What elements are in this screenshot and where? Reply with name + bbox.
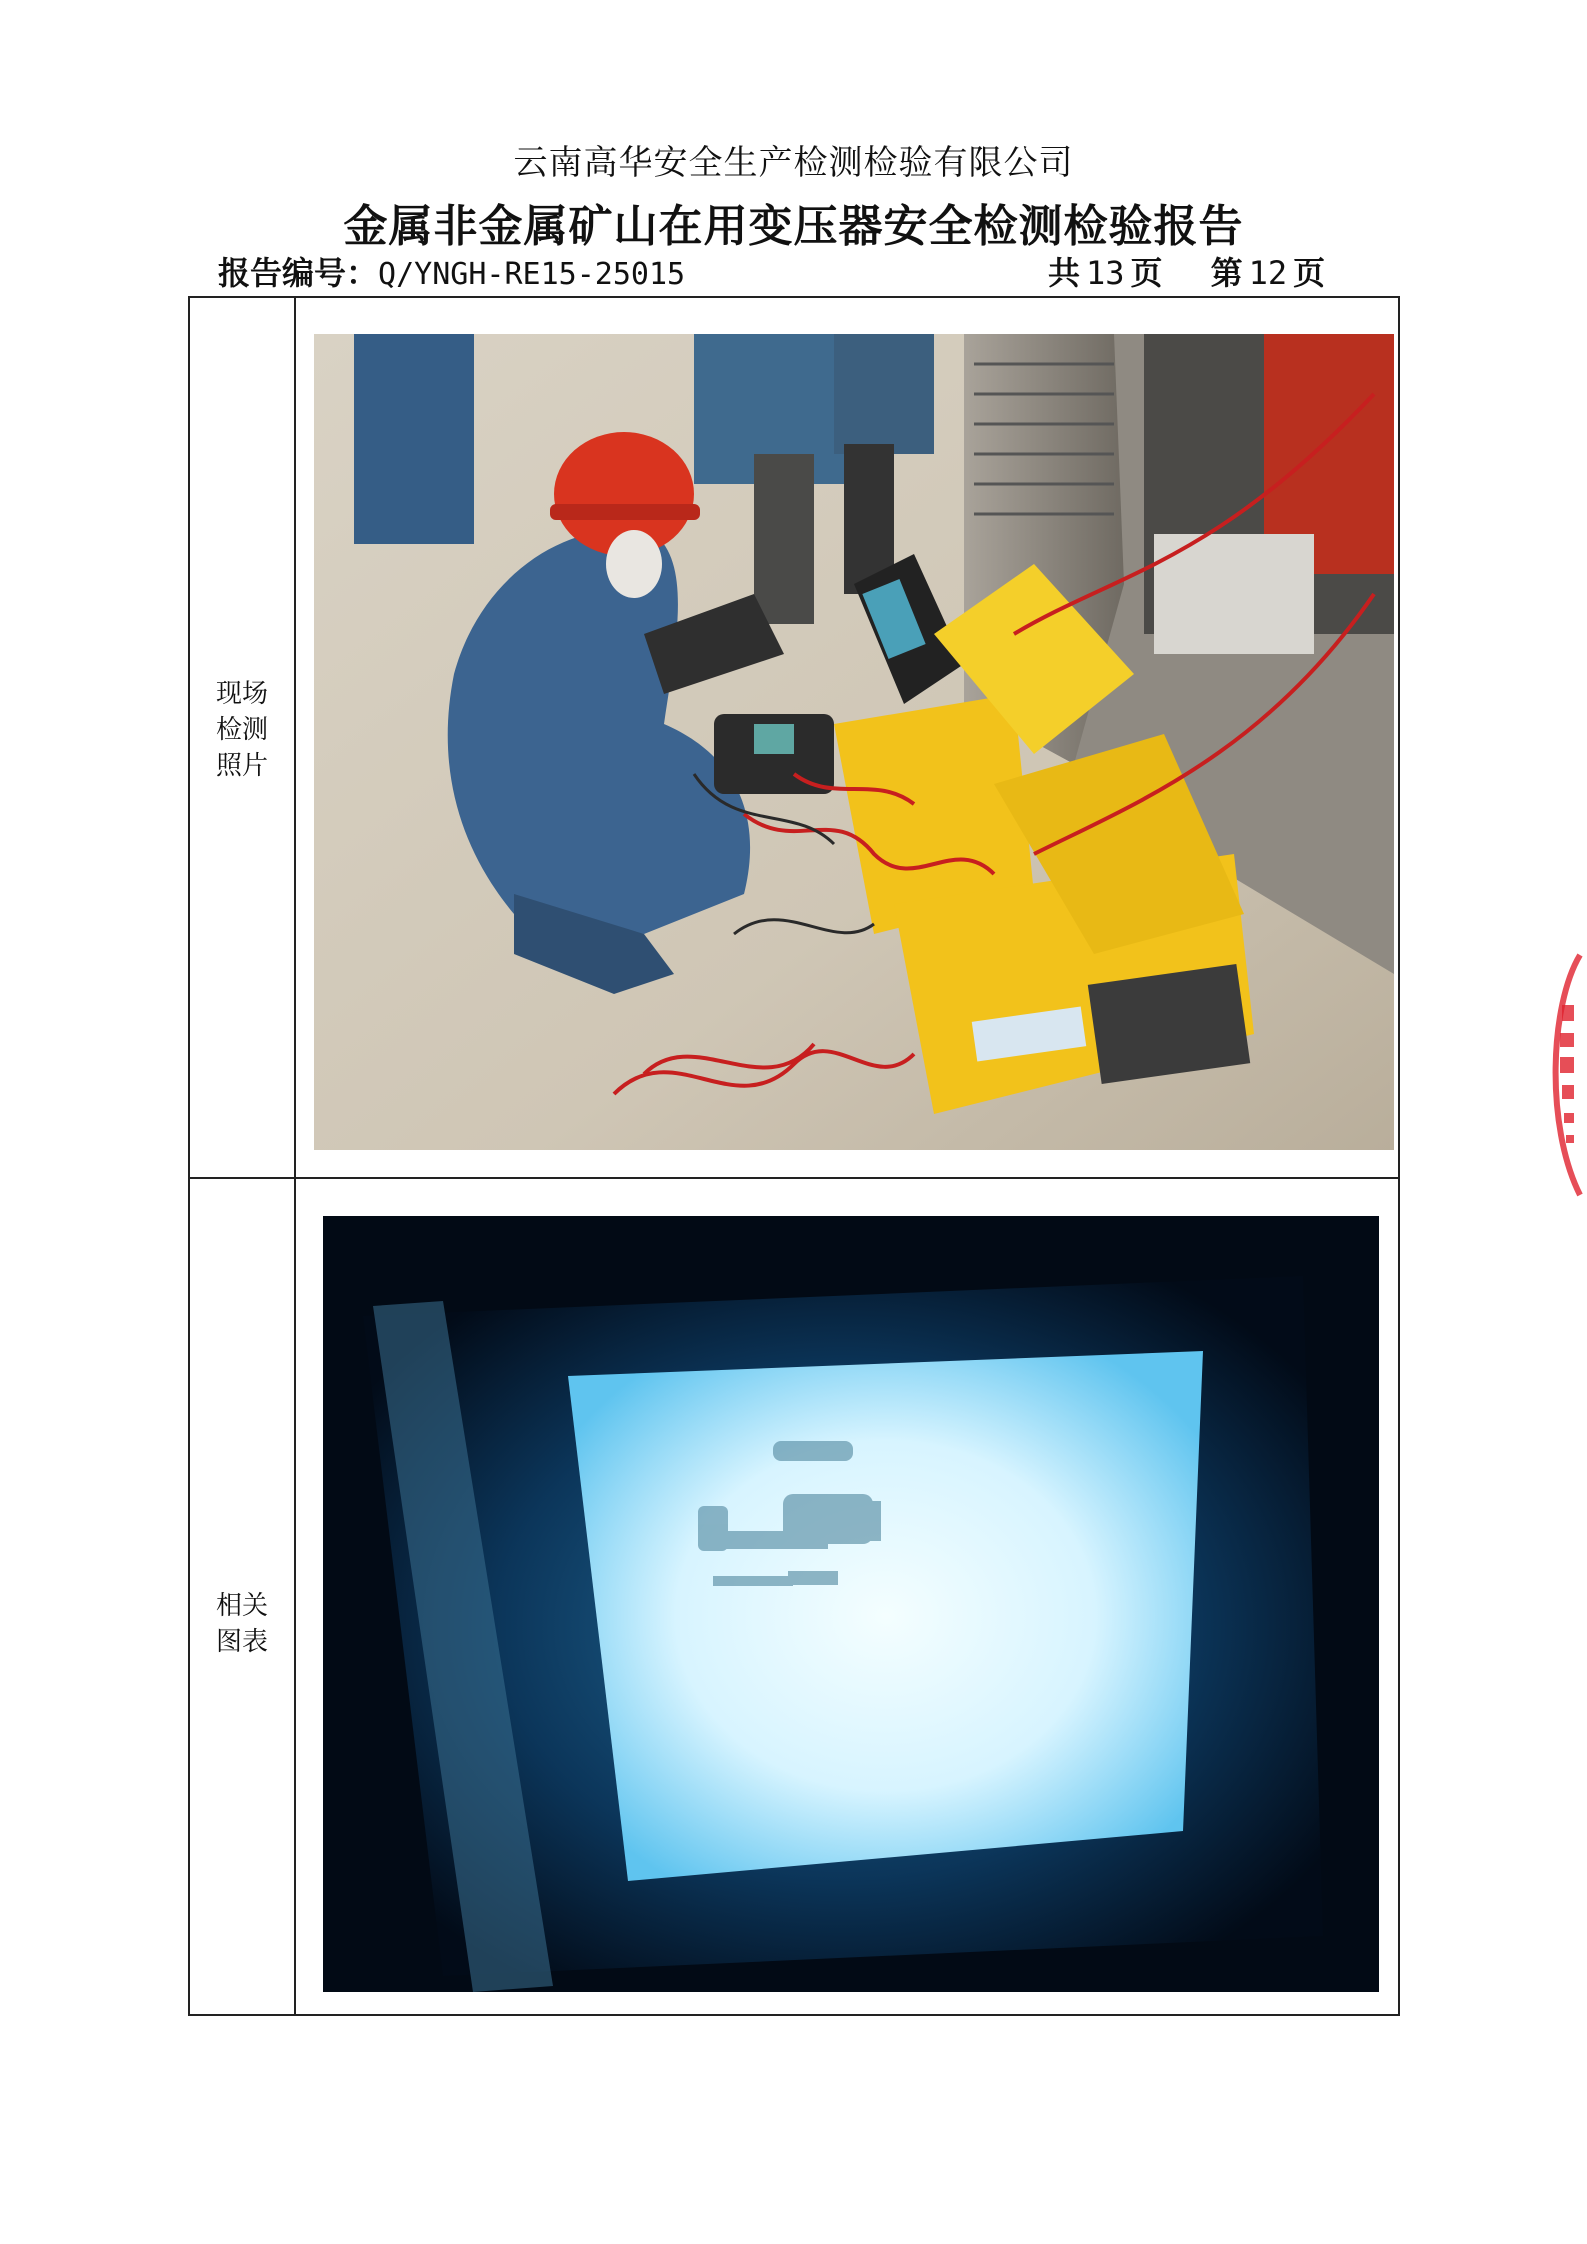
report-number: Q/YNGH-RE15-25015 — [378, 257, 686, 292]
panel-photo-illustration — [323, 1216, 1379, 1992]
site-inspection-photo — [314, 334, 1394, 1150]
related-chart-photo — [323, 1216, 1379, 1992]
column-divider — [294, 298, 296, 2014]
report-title: 金属非金属矿山在用变压器安全检测检验报告 — [343, 201, 1244, 252]
row-label-site-photos: 现场 检测 照片 — [215, 679, 268, 781]
row-divider — [190, 1177, 1398, 1179]
company-seal — [1540, 945, 1587, 1205]
page-number-suffix: 页 — [1293, 254, 1326, 292]
site-photo-illustration — [314, 334, 1394, 1150]
seal-mark — [1540, 945, 1587, 1205]
report-table — [188, 296, 1400, 2016]
page-number-prefix: 第 — [1210, 254, 1243, 292]
total-pages-suffix: 页 — [1130, 254, 1163, 292]
company-name: 云南高华安全生产检测检验有限公司 — [513, 143, 1074, 183]
row-label-related-charts: 相关 图表 — [215, 1591, 268, 1657]
total-pages-prefix: 共 — [1048, 254, 1081, 292]
page-number: 12 — [1248, 254, 1288, 292]
total-pages: 13 — [1086, 254, 1125, 292]
report-number-line — [218, 248, 685, 294]
page-indicator — [1048, 248, 1331, 294]
report-number-label: 报告编号： — [218, 254, 379, 292]
